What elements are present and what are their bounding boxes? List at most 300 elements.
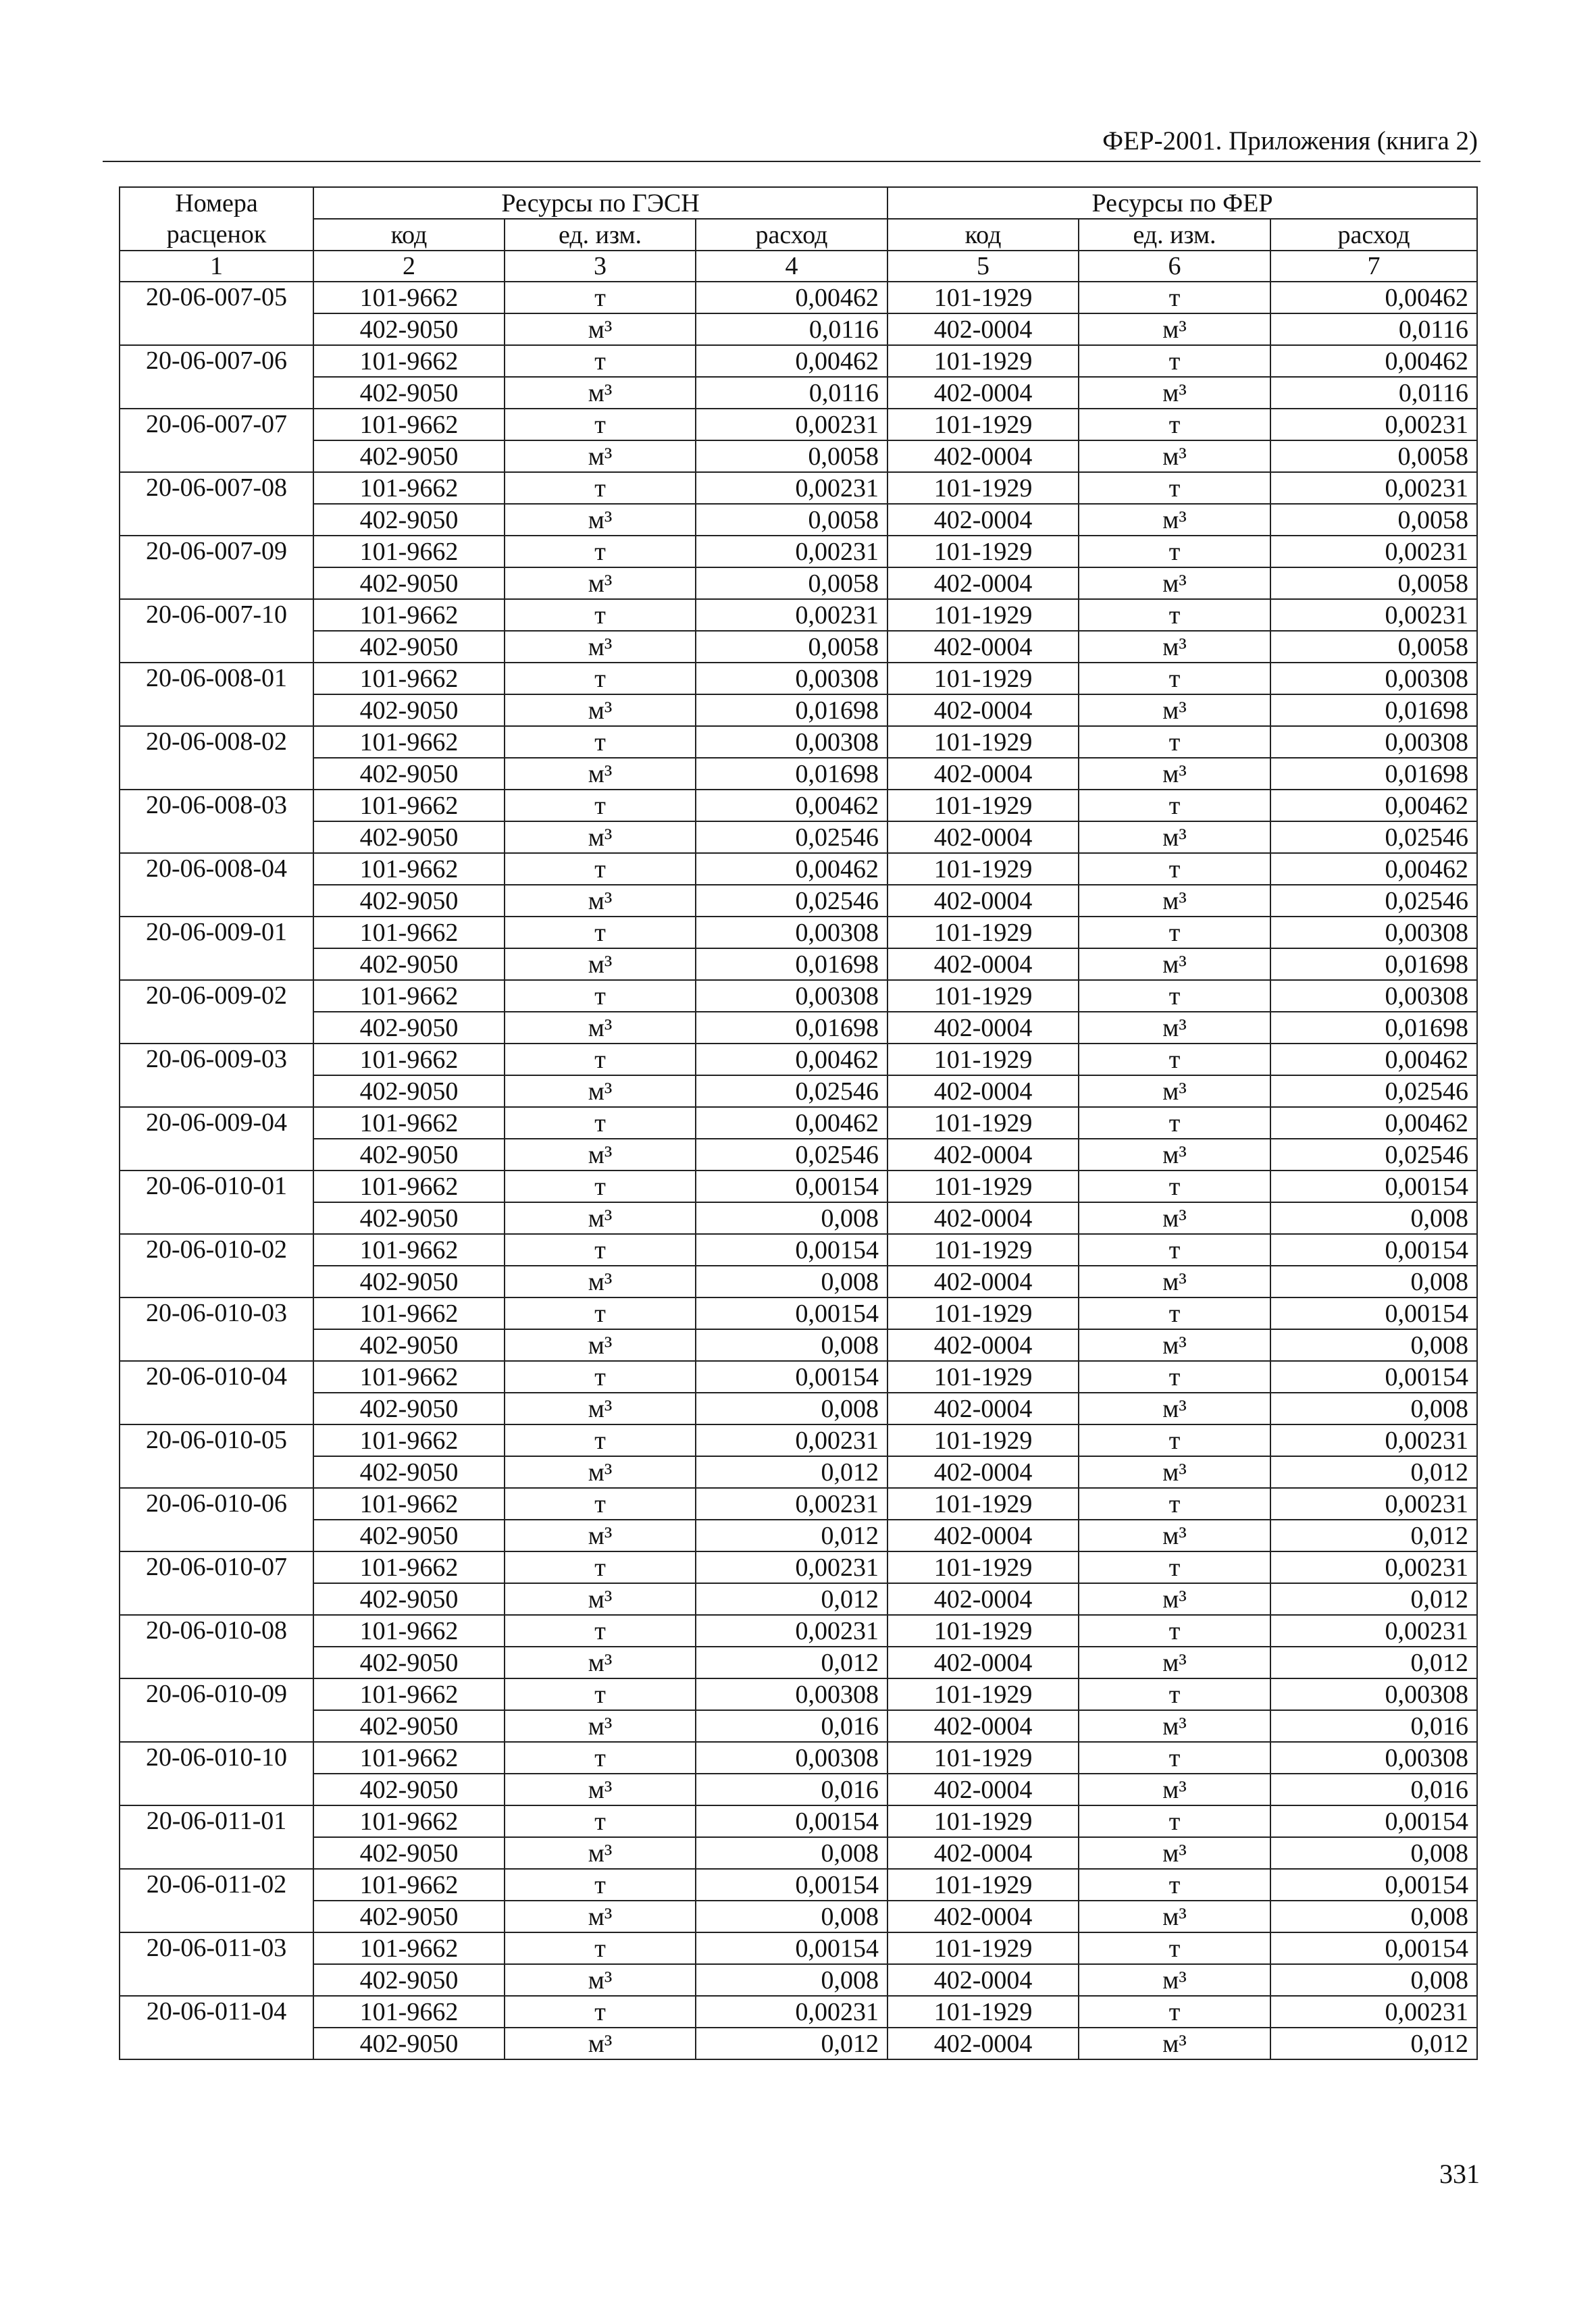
table-row: [120, 885, 1477, 917]
gesn-code-cell: 101-9662: [313, 1488, 505, 1520]
rate-number-cell: 20-06-008-04: [120, 853, 313, 917]
gesn-unit-cell: т: [505, 409, 696, 440]
column-number: 4: [696, 251, 887, 282]
fer-consumption-cell: 0,00308: [1270, 980, 1477, 1012]
gesn-consumption-cell: 0,012: [696, 2028, 887, 2059]
table-row: [120, 1710, 1477, 1742]
table-row: [120, 1964, 1477, 1996]
fer-consumption-cell: 0,00462: [1270, 282, 1477, 313]
table-row: [120, 1012, 1477, 1044]
fer-unit-cell: т: [1079, 663, 1270, 694]
gesn-consumption-cell: 0,00154: [696, 1297, 887, 1329]
gesn-unit-cell: м³: [505, 885, 696, 917]
rate-number-cell: 20-06-010-07: [120, 1551, 313, 1615]
gesn-consumption-cell: 0,00308: [696, 917, 887, 948]
fer-unit-cell: м³: [1079, 885, 1270, 917]
fer-consumption-cell: 0,00154: [1270, 1171, 1477, 1202]
fer-consumption-cell: 0,00154: [1270, 1932, 1477, 1964]
fer-code-cell: 402-0004: [887, 948, 1079, 980]
gesn-consumption-cell: 0,0058: [696, 440, 887, 472]
table-row: [120, 1075, 1477, 1107]
fer-unit-cell: т: [1079, 1107, 1270, 1139]
gesn-unit-cell: м³: [505, 567, 696, 599]
fer-unit-cell: м³: [1079, 1012, 1270, 1044]
gesn-code-cell: 101-9662: [313, 790, 505, 821]
fer-unit-cell: т: [1079, 345, 1270, 377]
fer-consumption-cell: 0,012: [1270, 1456, 1477, 1488]
column-number: 2: [313, 251, 505, 282]
table-row: [120, 1297, 1477, 1329]
gesn-code-cell: 402-9050: [313, 1774, 505, 1805]
rate-number-cell: 20-06-008-03: [120, 790, 313, 853]
fer-consumption-cell: 0,01698: [1270, 948, 1477, 980]
fer-code-cell: 402-0004: [887, 567, 1079, 599]
gesn-unit-cell: т: [505, 472, 696, 504]
gesn-unit-cell: т: [505, 1805, 696, 1837]
gesn-unit-cell: м³: [505, 948, 696, 980]
gesn-consumption-cell: 0,012: [696, 1647, 887, 1678]
table-row: [120, 1551, 1477, 1583]
gesn-code-cell: 101-9662: [313, 853, 505, 885]
fer-code-cell: 101-1929: [887, 345, 1079, 377]
table-row: [120, 1837, 1477, 1869]
gesn-unit-cell: м³: [505, 1901, 696, 1932]
table-row: [120, 409, 1477, 440]
table-row: [120, 1424, 1477, 1456]
fer-consumption-cell: 0,008: [1270, 1329, 1477, 1361]
fer-unit-cell: т: [1079, 1678, 1270, 1710]
gesn-unit-cell: т: [505, 1234, 696, 1266]
gesn-unit-cell: т: [505, 980, 696, 1012]
gesn-consumption-cell: 0,008: [696, 1393, 887, 1424]
fer-unit-cell: м³: [1079, 1583, 1270, 1615]
fer-code-cell: 101-1929: [887, 1678, 1079, 1710]
fer-consumption-cell: 0,00462: [1270, 1044, 1477, 1075]
gesn-consumption-cell: 0,00231: [696, 599, 887, 631]
fer-unit-cell: м³: [1079, 1139, 1270, 1171]
gesn-unit-cell: м³: [505, 440, 696, 472]
header-fer-consumption: расход: [1270, 219, 1477, 251]
page-number: 331: [1439, 2159, 1480, 2189]
fer-unit-cell: м³: [1079, 377, 1270, 409]
fer-code-cell: 402-0004: [887, 1520, 1079, 1551]
gesn-unit-cell: т: [505, 790, 696, 821]
gesn-code-cell: 402-9050: [313, 1710, 505, 1742]
fer-code-cell: 402-0004: [887, 1012, 1079, 1044]
table-row: [120, 345, 1477, 377]
fer-consumption-cell: 0,0058: [1270, 440, 1477, 472]
fer-unit-cell: т: [1079, 1996, 1270, 2028]
rate-number-cell: 20-06-010-05: [120, 1424, 313, 1488]
fer-consumption-cell: 0,01698: [1270, 758, 1477, 790]
fer-code-cell: 101-1929: [887, 472, 1079, 504]
gesn-code-cell: 101-9662: [313, 599, 505, 631]
gesn-code-cell: 101-9662: [313, 1551, 505, 1583]
fer-unit-cell: т: [1079, 1551, 1270, 1583]
table-row: [120, 1901, 1477, 1932]
rate-number-cell: 20-06-011-01: [120, 1805, 313, 1869]
rate-number-cell: 20-06-009-04: [120, 1107, 313, 1171]
gesn-consumption-cell: 0,02546: [696, 1075, 887, 1107]
fer-consumption-cell: 0,00308: [1270, 726, 1477, 758]
fer-unit-cell: т: [1079, 853, 1270, 885]
rate-number-cell: 20-06-011-04: [120, 1996, 313, 2059]
table-row: [120, 1932, 1477, 1964]
gesn-unit-cell: т: [505, 1932, 696, 1964]
gesn-unit-cell: м³: [505, 1202, 696, 1234]
gesn-unit-cell: т: [505, 917, 696, 948]
fer-consumption-cell: 0,012: [1270, 1647, 1477, 1678]
table-row: [120, 472, 1477, 504]
table-row: [120, 1805, 1477, 1837]
gesn-code-cell: 402-9050: [313, 1393, 505, 1424]
header-fer-resources: Ресурсы по ФЕР: [887, 187, 1477, 219]
gesn-unit-cell: т: [505, 1361, 696, 1393]
fer-unit-cell: м³: [1079, 313, 1270, 345]
table-row: [120, 2028, 1477, 2059]
fer-code-cell: 101-1929: [887, 1932, 1079, 1964]
fer-consumption-cell: 0,02546: [1270, 1139, 1477, 1171]
fer-unit-cell: т: [1079, 980, 1270, 1012]
gesn-consumption-cell: 0,008: [696, 1202, 887, 1234]
gesn-code-cell: 402-9050: [313, 948, 505, 980]
gesn-consumption-cell: 0,00154: [696, 1869, 887, 1901]
rate-number-cell: 20-06-009-01: [120, 917, 313, 980]
gesn-consumption-cell: 0,008: [696, 1901, 887, 1932]
gesn-unit-cell: т: [505, 853, 696, 885]
gesn-consumption-cell: 0,01698: [696, 948, 887, 980]
gesn-consumption-cell: 0,00154: [696, 1361, 887, 1393]
rate-number-cell: 20-06-007-10: [120, 599, 313, 663]
table-row: [120, 694, 1477, 726]
gesn-unit-cell: м³: [505, 1456, 696, 1488]
fer-code-cell: 402-0004: [887, 313, 1079, 345]
fer-code-cell: 402-0004: [887, 1964, 1079, 1996]
gesn-consumption-cell: 0,00462: [696, 1044, 887, 1075]
rate-number-cell: 20-06-010-01: [120, 1171, 313, 1234]
rate-number-cell: 20-06-007-06: [120, 345, 313, 409]
gesn-consumption-cell: 0,00462: [696, 1107, 887, 1139]
fer-code-cell: 402-0004: [887, 2028, 1079, 2059]
gesn-unit-cell: т: [505, 536, 696, 567]
fer-code-cell: 402-0004: [887, 1456, 1079, 1488]
table-row: [120, 1774, 1477, 1805]
gesn-unit-cell: т: [505, 1615, 696, 1647]
gesn-unit-cell: т: [505, 1869, 696, 1901]
fer-consumption-cell: 0,012: [1270, 2028, 1477, 2059]
gesn-code-cell: 101-9662: [313, 472, 505, 504]
gesn-code-cell: 402-9050: [313, 1583, 505, 1615]
fer-unit-cell: м³: [1079, 1393, 1270, 1424]
fer-unit-cell: т: [1079, 1171, 1270, 1202]
gesn-code-cell: 101-9662: [313, 1996, 505, 2028]
fer-unit-cell: м³: [1079, 1075, 1270, 1107]
fer-consumption-cell: 0,00154: [1270, 1297, 1477, 1329]
page-header: ФЕР-2001. Приложения (книга 2): [1102, 126, 1478, 155]
gesn-code-cell: 101-9662: [313, 663, 505, 694]
fer-code-cell: 402-0004: [887, 1774, 1079, 1805]
fer-code-cell: 101-1929: [887, 1234, 1079, 1266]
fer-consumption-cell: 0,00231: [1270, 536, 1477, 567]
header-rate-numbers: Номера расценок: [120, 187, 313, 251]
rate-number-cell: 20-06-007-07: [120, 409, 313, 472]
fer-unit-cell: т: [1079, 1869, 1270, 1901]
gesn-consumption-cell: 0,00154: [696, 1171, 887, 1202]
fer-unit-cell: м³: [1079, 1520, 1270, 1551]
gesn-code-cell: 402-9050: [313, 1202, 505, 1234]
gesn-unit-cell: м³: [505, 1139, 696, 1171]
fer-unit-cell: м³: [1079, 631, 1270, 663]
fer-code-cell: 101-1929: [887, 1107, 1079, 1139]
fer-code-cell: 402-0004: [887, 1393, 1079, 1424]
gesn-code-cell: 402-9050: [313, 1647, 505, 1678]
fer-consumption-cell: 0,00231: [1270, 472, 1477, 504]
gesn-code-cell: 101-9662: [313, 1932, 505, 1964]
gesn-unit-cell: м³: [505, 504, 696, 536]
fer-code-cell: 101-1929: [887, 790, 1079, 821]
fer-consumption-cell: 0,00231: [1270, 1615, 1477, 1647]
gesn-code-cell: 402-9050: [313, 377, 505, 409]
fer-unit-cell: м³: [1079, 1901, 1270, 1932]
fer-consumption-cell: 0,008: [1270, 1266, 1477, 1297]
fer-code-cell: 402-0004: [887, 885, 1079, 917]
fer-code-cell: 402-0004: [887, 1075, 1079, 1107]
gesn-code-cell: 402-9050: [313, 1901, 505, 1932]
fer-code-cell: 101-1929: [887, 1805, 1079, 1837]
fer-consumption-cell: 0,00308: [1270, 1742, 1477, 1774]
gesn-unit-cell: м³: [505, 1964, 696, 1996]
table-row: [120, 948, 1477, 980]
rate-number-cell: 20-06-008-02: [120, 726, 313, 790]
fer-unit-cell: м³: [1079, 1964, 1270, 1996]
table-row: [120, 663, 1477, 694]
gesn-unit-cell: т: [505, 599, 696, 631]
fer-unit-cell: м³: [1079, 1329, 1270, 1361]
table-row: [120, 726, 1477, 758]
gesn-consumption-cell: 0,00308: [696, 1742, 887, 1774]
gesn-consumption-cell: 0,00231: [696, 409, 887, 440]
fer-consumption-cell: 0,02546: [1270, 821, 1477, 853]
gesn-code-cell: 101-9662: [313, 1424, 505, 1456]
fer-code-cell: 101-1929: [887, 599, 1079, 631]
fer-consumption-cell: 0,0116: [1270, 377, 1477, 409]
gesn-unit-cell: м³: [505, 1329, 696, 1361]
fer-consumption-cell: 0,00154: [1270, 1361, 1477, 1393]
table-row: [120, 1107, 1477, 1139]
fer-consumption-cell: 0,02546: [1270, 885, 1477, 917]
table-row: [120, 377, 1477, 409]
rate-number-cell: 20-06-010-03: [120, 1297, 313, 1361]
gesn-unit-cell: м³: [505, 1520, 696, 1551]
gesn-code-cell: 101-9662: [313, 917, 505, 948]
gesn-consumption-cell: 0,00231: [696, 472, 887, 504]
table-row: [120, 1456, 1477, 1488]
fer-unit-cell: м³: [1079, 1266, 1270, 1297]
fer-consumption-cell: 0,00308: [1270, 663, 1477, 694]
gesn-code-cell: 101-9662: [313, 409, 505, 440]
fer-code-cell: 402-0004: [887, 821, 1079, 853]
table-row: [120, 1742, 1477, 1774]
fer-consumption-cell: 0,00231: [1270, 1551, 1477, 1583]
fer-code-cell: 101-1929: [887, 409, 1079, 440]
gesn-code-cell: 402-9050: [313, 313, 505, 345]
fer-consumption-cell: 0,00231: [1270, 599, 1477, 631]
fer-code-cell: 402-0004: [887, 758, 1079, 790]
table-row: [120, 440, 1477, 472]
gesn-consumption-cell: 0,01698: [696, 694, 887, 726]
gesn-code-cell: 402-9050: [313, 1266, 505, 1297]
gesn-code-cell: 402-9050: [313, 821, 505, 853]
fer-code-cell: 101-1929: [887, 663, 1079, 694]
header-rule: [103, 161, 1481, 162]
column-number: 5: [887, 251, 1079, 282]
table-row: [120, 567, 1477, 599]
gesn-code-cell: 402-9050: [313, 1964, 505, 1996]
fer-consumption-cell: 0,00231: [1270, 1996, 1477, 2028]
gesn-consumption-cell: 0,00231: [696, 536, 887, 567]
fer-unit-cell: м³: [1079, 948, 1270, 980]
fer-code-cell: 101-1929: [887, 1044, 1079, 1075]
gesn-consumption-cell: 0,008: [696, 1837, 887, 1869]
table-row: [120, 599, 1477, 631]
fer-unit-cell: т: [1079, 1044, 1270, 1075]
fer-unit-cell: т: [1079, 1424, 1270, 1456]
fer-consumption-cell: 0,00308: [1270, 917, 1477, 948]
gesn-consumption-cell: 0,00462: [696, 790, 887, 821]
table-row: [120, 1171, 1477, 1202]
fer-unit-cell: м³: [1079, 1456, 1270, 1488]
gesn-unit-cell: м³: [505, 1266, 696, 1297]
gesn-consumption-cell: 0,00154: [696, 1234, 887, 1266]
gesn-code-cell: 101-9662: [313, 1297, 505, 1329]
gesn-unit-cell: т: [505, 1297, 696, 1329]
column-number: 7: [1270, 251, 1477, 282]
table-row: [120, 1266, 1477, 1297]
table-row: [120, 758, 1477, 790]
rate-number-cell: 20-06-008-01: [120, 663, 313, 726]
table-row: [120, 790, 1477, 821]
fer-consumption-cell: 0,0116: [1270, 313, 1477, 345]
gesn-consumption-cell: 0,02546: [696, 1139, 887, 1171]
fer-unit-cell: т: [1079, 1742, 1270, 1774]
fer-unit-cell: т: [1079, 1932, 1270, 1964]
rate-number-cell: 20-06-010-06: [120, 1488, 313, 1551]
fer-unit-cell: м³: [1079, 1837, 1270, 1869]
table-row: [120, 1678, 1477, 1710]
table-row: [120, 536, 1477, 567]
header-gesn-consumption: расход: [696, 219, 887, 251]
fer-code-cell: 402-0004: [887, 631, 1079, 663]
gesn-unit-cell: м³: [505, 821, 696, 853]
fer-unit-cell: т: [1079, 599, 1270, 631]
gesn-code-cell: 101-9662: [313, 536, 505, 567]
table-body: [120, 282, 1477, 2059]
fer-consumption-cell: 0,00231: [1270, 1424, 1477, 1456]
gesn-unit-cell: т: [505, 1551, 696, 1583]
fer-consumption-cell: 0,00462: [1270, 1107, 1477, 1139]
fer-code-cell: 101-1929: [887, 1297, 1079, 1329]
fer-code-cell: 402-0004: [887, 1583, 1079, 1615]
gesn-consumption-cell: 0,00154: [696, 1805, 887, 1837]
table-row: [120, 1647, 1477, 1678]
gesn-code-cell: 402-9050: [313, 631, 505, 663]
fer-code-cell: 101-1929: [887, 1424, 1079, 1456]
gesn-unit-cell: т: [505, 1171, 696, 1202]
fer-consumption-cell: 0,008: [1270, 1837, 1477, 1869]
fer-consumption-cell: 0,00231: [1270, 409, 1477, 440]
rate-number-cell: 20-06-010-08: [120, 1615, 313, 1678]
rate-number-cell: 20-06-010-04: [120, 1361, 313, 1424]
rate-number-cell: 20-06-010-02: [120, 1234, 313, 1297]
resources-table: [119, 186, 1478, 2060]
table-row: [120, 980, 1477, 1012]
fer-consumption-cell: 0,01698: [1270, 1012, 1477, 1044]
gesn-unit-cell: т: [505, 345, 696, 377]
gesn-code-cell: 101-9662: [313, 1678, 505, 1710]
fer-unit-cell: т: [1079, 726, 1270, 758]
gesn-code-cell: 402-9050: [313, 1012, 505, 1044]
fer-unit-cell: т: [1079, 472, 1270, 504]
fer-code-cell: 101-1929: [887, 1869, 1079, 1901]
table-row: [120, 631, 1477, 663]
fer-consumption-cell: 0,00462: [1270, 853, 1477, 885]
gesn-consumption-cell: 0,012: [696, 1456, 887, 1488]
fer-code-cell: 101-1929: [887, 1361, 1079, 1393]
fer-consumption-cell: 0,00462: [1270, 345, 1477, 377]
gesn-unit-cell: т: [505, 1742, 696, 1774]
fer-code-cell: 402-0004: [887, 1647, 1079, 1678]
gesn-consumption-cell: 0,0058: [696, 504, 887, 536]
gesn-unit-cell: м³: [505, 2028, 696, 2059]
table-row: [120, 1583, 1477, 1615]
fer-unit-cell: м³: [1079, 1774, 1270, 1805]
fer-consumption-cell: 0,00462: [1270, 790, 1477, 821]
gesn-unit-cell: т: [505, 663, 696, 694]
gesn-consumption-cell: 0,016: [696, 1774, 887, 1805]
gesn-code-cell: 402-9050: [313, 1329, 505, 1361]
gesn-consumption-cell: 0,00308: [696, 663, 887, 694]
gesn-code-cell: 101-9662: [313, 1805, 505, 1837]
gesn-code-cell: 101-9662: [313, 1234, 505, 1266]
fer-code-cell: 101-1929: [887, 726, 1079, 758]
gesn-unit-cell: м³: [505, 1647, 696, 1678]
fer-unit-cell: м³: [1079, 1647, 1270, 1678]
rate-number-cell: 20-06-009-03: [120, 1044, 313, 1107]
gesn-consumption-cell: 0,02546: [696, 821, 887, 853]
fer-unit-cell: т: [1079, 1361, 1270, 1393]
gesn-code-cell: 402-9050: [313, 1520, 505, 1551]
fer-consumption-cell: 0,00154: [1270, 1869, 1477, 1901]
fer-code-cell: 402-0004: [887, 694, 1079, 726]
fer-consumption-cell: 0,02546: [1270, 1075, 1477, 1107]
fer-consumption-cell: 0,00154: [1270, 1805, 1477, 1837]
gesn-unit-cell: м³: [505, 1837, 696, 1869]
fer-code-cell: 402-0004: [887, 1901, 1079, 1932]
gesn-consumption-cell: 0,00231: [696, 1488, 887, 1520]
gesn-consumption-cell: 0,00308: [696, 980, 887, 1012]
gesn-code-cell: 402-9050: [313, 1075, 505, 1107]
gesn-code-cell: 402-9050: [313, 1456, 505, 1488]
fer-unit-cell: т: [1079, 1805, 1270, 1837]
table-row: [120, 917, 1477, 948]
gesn-unit-cell: т: [505, 1678, 696, 1710]
table-row: [120, 1488, 1477, 1520]
fer-consumption-cell: 0,012: [1270, 1520, 1477, 1551]
gesn-code-cell: 101-9662: [313, 1044, 505, 1075]
gesn-consumption-cell: 0,00154: [696, 1932, 887, 1964]
fer-unit-cell: м³: [1079, 504, 1270, 536]
fer-unit-cell: м³: [1079, 694, 1270, 726]
